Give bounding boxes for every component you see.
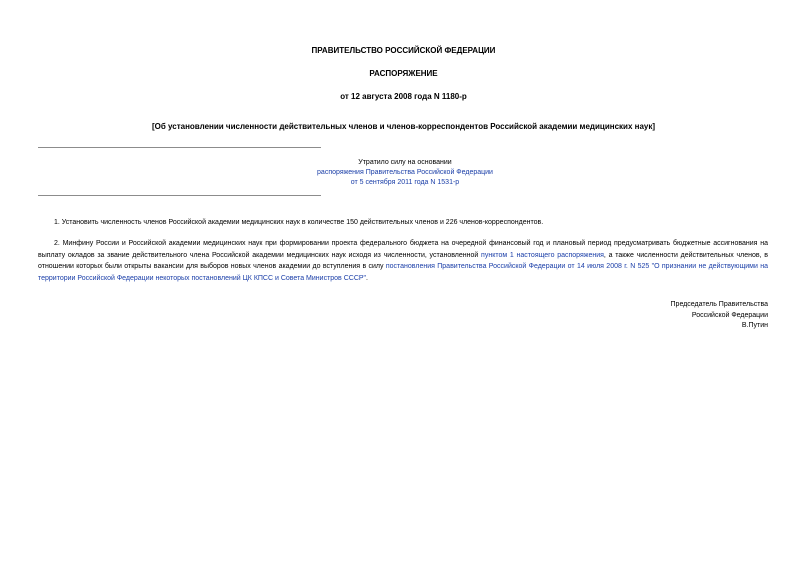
status-note-text: Утратило силу на основании: [358, 159, 452, 166]
status-note: [260, 158, 550, 188]
repeal-document-link[interactable]: [260, 168, 550, 188]
status-bottom-rule: [38, 195, 321, 196]
repeal-link-line-1[interactable]: распоряжения Правительства Российской Федерации: [317, 169, 493, 176]
document-type-heading: РАСПОРЯЖЕНИЕ: [369, 69, 438, 78]
paragraph-1: 1. Установить численность членов Российской академии медицинских наук в количестве 150 действительных членов и 226 членов-корреспондентов.: [54, 219, 544, 226]
item-1-link[interactable]: пунктом 1 настоящего распоряжения: [481, 251, 604, 259]
paragraph-2-text-a: 2. Минфину России и Российской академии медицинских наук при формировании проекта федерального бюджета на очередной финансовый год и плановый период предусматривать бюджетные ассигнования на выплату окладов за звание действительного члена Российской академии медицинских наук исходя из численности, установленной: [38, 240, 768, 259]
signature-country: Российской Федерации: [691, 311, 768, 319]
signature-name: В.Путин: [741, 322, 768, 329]
paragraph-2-text-b: , а также численности действительных членов, в отношении которых были открыты вакансии для выборов новых членов академии до вступления в силу: [38, 251, 768, 270]
document-title: [Об установлении численности действительных членов и членов-корреспондентов Российской академии медицинских наук]: [151, 122, 656, 131]
government-heading: ПРАВИТЕЛЬСТВО РОССИЙСКОЙ ФЕДЕРАЦИИ: [311, 46, 496, 55]
signature-block: [671, 300, 768, 332]
signature-position: Председатель Правительства: [670, 301, 768, 308]
paragraph-2: [38, 238, 768, 284]
status-top-rule: [38, 147, 321, 148]
paragraph-2-text-c: .: [366, 274, 368, 282]
repeal-link-line-2[interactable]: от 5 сентября 2011 года N 1531-р: [350, 179, 460, 186]
document-date-number: от 12 августа 2008 года N 1180-р: [340, 92, 467, 101]
resolution-525-link[interactable]: постановления Правительства Российской Федерации от 14 июля 2008 г. N 525 "О признании не действующими на территории Российской Федерации некоторых постановлений ЦК КПСС и Совета Министров СССР": [38, 263, 768, 282]
